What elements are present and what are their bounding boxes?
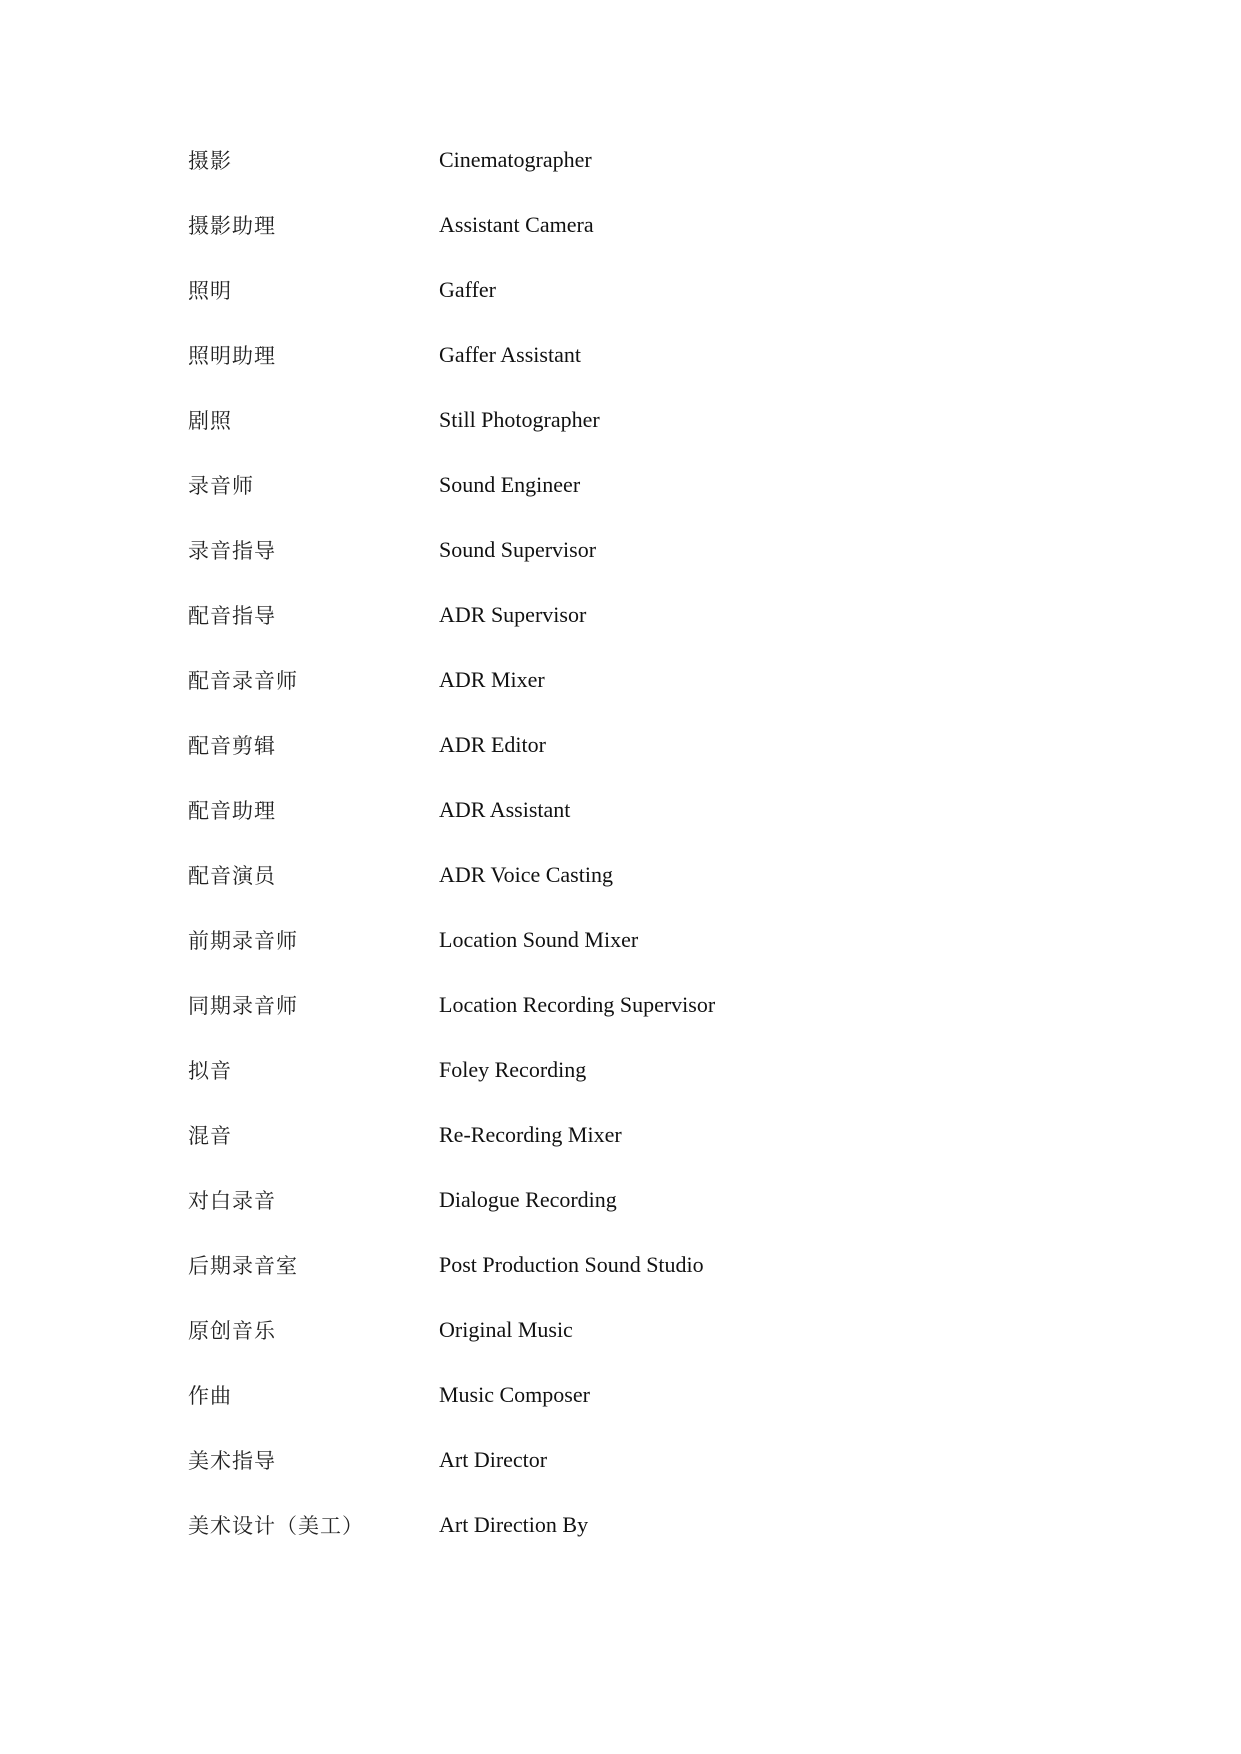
chinese-term: 作曲 — [188, 1384, 232, 1408]
glossary-row — [188, 207, 988, 272]
english-term: ADR Mixer — [439, 667, 545, 692]
english-term: Sound Engineer — [439, 472, 581, 497]
chinese-term: 剧照 — [188, 409, 232, 433]
english-term: Dialogue Recording — [439, 1187, 617, 1212]
english-term: Re-Recording Mixer — [439, 1122, 622, 1147]
english-term: Original Music — [439, 1317, 573, 1342]
glossary-row — [188, 272, 988, 337]
glossary-row — [188, 532, 988, 597]
english-term: Art Direction By — [439, 1512, 589, 1537]
chinese-term: 照明助理 — [188, 344, 276, 368]
chinese-term: 配音指导 — [188, 604, 276, 628]
chinese-term: 美术设计（美工） — [188, 1514, 364, 1538]
chinese-term: 录音师 — [188, 474, 254, 498]
english-term: ADR Assistant — [439, 797, 571, 822]
english-term: ADR Editor — [439, 732, 546, 757]
english-term: ADR Voice Casting — [439, 862, 613, 887]
glossary-row — [188, 1312, 988, 1377]
chinese-term: 配音录音师 — [188, 669, 298, 693]
glossary-row — [188, 597, 988, 662]
chinese-term: 配音剪辑 — [188, 734, 276, 758]
chinese-term: 配音助理 — [188, 799, 276, 823]
chinese-term: 后期录音室 — [188, 1254, 298, 1278]
english-term: Foley Recording — [439, 1057, 587, 1082]
chinese-term: 拟音 — [188, 1059, 232, 1083]
glossary-row — [188, 1052, 988, 1117]
glossary-row — [188, 727, 988, 792]
chinese-term: 同期录音师 — [188, 994, 298, 1018]
english-term: Post Production Sound Studio — [439, 1252, 704, 1277]
glossary-row — [188, 1182, 988, 1247]
english-term: Music Composer — [439, 1382, 590, 1407]
glossary-row — [188, 1442, 988, 1507]
glossary-row — [188, 1117, 988, 1182]
chinese-term: 对白录音 — [188, 1189, 276, 1213]
english-term: Gaffer — [439, 277, 496, 302]
glossary-row — [188, 662, 988, 727]
chinese-term: 配音演员 — [188, 864, 276, 888]
chinese-term: 前期录音师 — [188, 929, 298, 953]
english-term: Location Sound Mixer — [439, 927, 639, 952]
glossary-row — [188, 1507, 988, 1572]
glossary-row — [188, 922, 988, 987]
english-term: ADR Supervisor — [439, 602, 587, 627]
english-term: Location Recording Supervisor — [439, 992, 716, 1017]
chinese-term: 混音 — [188, 1124, 232, 1148]
english-term: Art Director — [439, 1447, 548, 1472]
film-crew-glossary — [188, 142, 988, 1572]
english-term: Still Photographer — [439, 407, 600, 432]
english-term: Cinematographer — [439, 147, 592, 172]
english-term: Assistant Camera — [439, 212, 594, 237]
chinese-term: 美术指导 — [188, 1449, 276, 1473]
chinese-term: 照明 — [188, 279, 232, 303]
glossary-row — [188, 337, 988, 402]
glossary-row — [188, 402, 988, 467]
chinese-term: 摄影 — [188, 149, 232, 173]
glossary-row — [188, 857, 988, 922]
glossary-row — [188, 1247, 988, 1312]
glossary-row — [188, 467, 988, 532]
glossary-row — [188, 792, 988, 857]
glossary-row — [188, 987, 988, 1052]
glossary-row — [188, 142, 988, 207]
chinese-term: 摄影助理 — [188, 214, 276, 238]
chinese-term: 录音指导 — [188, 539, 276, 563]
glossary-row — [188, 1377, 988, 1442]
chinese-term: 原创音乐 — [188, 1319, 276, 1343]
english-term: Gaffer Assistant — [439, 342, 581, 367]
english-term: Sound Supervisor — [439, 537, 597, 562]
